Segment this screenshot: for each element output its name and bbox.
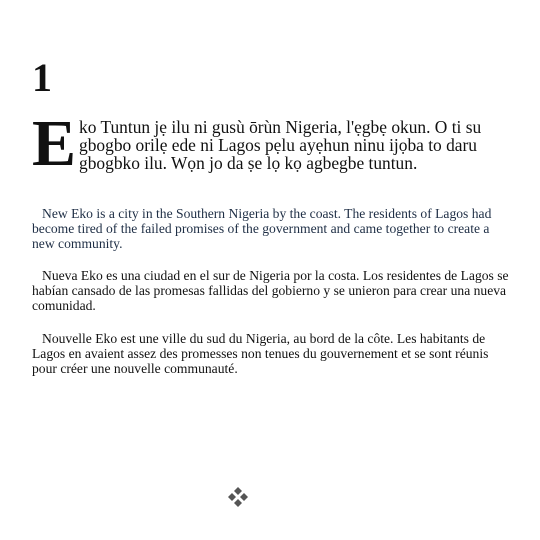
translation-english: New Eko is a city in the Southern Nigeria by the coast. The residents of Lagos had become tired of the failed promises of the government and came together to create a new community. <box>32 206 492 251</box>
drop-cap: E <box>32 107 77 180</box>
translation-french: Nouvelle Eko est une ville du sud du Nigeria, au bord de la côte. Les habitants de Lagos en avaient assez des promesses non tenues du gouvernement et se sont réunis pour créer une nouvelle communauté. <box>32 331 489 376</box>
lead-paragraph-yoruba <box>32 107 510 180</box>
book-page <box>32 0 510 540</box>
four-diamond-ornament-icon <box>226 485 250 509</box>
chapter-number: 1 <box>32 55 52 100</box>
translation-spanish: Nueva Eko es una ciudad en el sur de Nigeria por la costa. Los residentes de Lagos se habían cansado de las promesas fallidas del gobierno y se unieron para crear una nueva comunidad. <box>32 268 509 313</box>
lead-paragraph-text: ko Tuntun jẹ ilu ni gusù ōrùn Nigeria, l'ẹgbẹ okun. O ti su gbogbo orilẹ ede ni Lagos pẹlu ayẹhun ninu ijọba to daru gbogbko ilu. Wọn jo da ṣe lọ kọ agbegbe tuntun. <box>79 117 482 173</box>
